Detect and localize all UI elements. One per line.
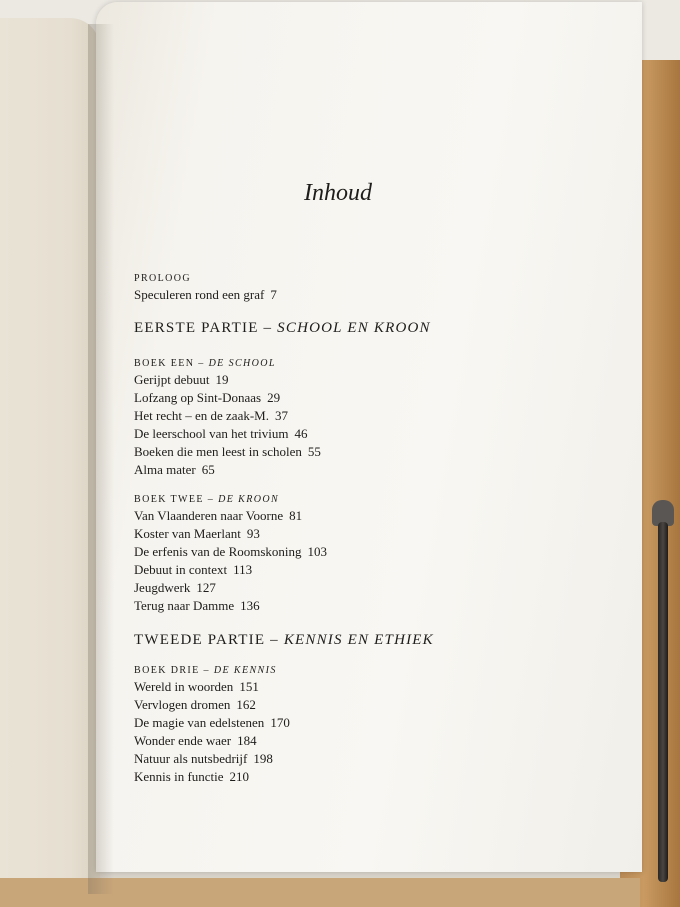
- toc-entry: [134, 525, 327, 543]
- entry-page: 29: [267, 390, 281, 405]
- entry-title: De leerschool van het trivium: [134, 426, 289, 441]
- entry-page: 151: [239, 679, 259, 694]
- entry-title: Jeugdwerk: [134, 580, 191, 595]
- book-heading: [134, 358, 321, 369]
- entry-title: De magie van edelstenen: [134, 715, 265, 730]
- part-prefix: EERSTE PARTIE –: [134, 320, 278, 336]
- book-prefix: BOEK DRIE –: [134, 665, 214, 676]
- entry-title: Het recht – en de zaak-M.: [134, 408, 269, 423]
- entry-page: 81: [289, 508, 303, 523]
- part-heading: [134, 320, 431, 337]
- toc-entry: [134, 732, 290, 750]
- part-prefix: TWEEDE PARTIE –: [134, 632, 284, 648]
- toc-entry: [134, 286, 277, 304]
- entry-page: 136: [240, 598, 260, 613]
- entry-page: 37: [275, 408, 288, 423]
- entry-title: Boeken die men leest in scholen: [134, 444, 302, 459]
- toc-entry: [134, 714, 290, 732]
- entry-title: Natuur als nutsbedrijf: [134, 751, 248, 766]
- part-subtitle: SCHOOL EN KROON: [277, 320, 431, 336]
- book-subtitle: DE KROON: [218, 494, 280, 505]
- entry-title: Alma mater: [134, 462, 196, 477]
- entry-page: 7: [270, 287, 277, 302]
- toc-entry: [134, 678, 290, 696]
- entry-page: 65: [201, 462, 215, 477]
- toc-entry: [134, 750, 290, 768]
- book-heading: [134, 494, 327, 505]
- toc-entry: [134, 443, 321, 461]
- entry-page: 184: [237, 733, 257, 748]
- entry-page: 127: [196, 580, 216, 595]
- entry-title: Terug naar Damme: [134, 598, 235, 613]
- prologue-section: [134, 273, 277, 304]
- entry-title: Wereld in woorden: [134, 679, 234, 694]
- toc-entry: [134, 389, 321, 407]
- toc-entry: [134, 507, 327, 525]
- entry-title: Kennis in functie: [134, 769, 224, 784]
- book-prefix: BOEK TWEE –: [134, 494, 219, 505]
- section-label: PROLOOG: [134, 273, 192, 284]
- entry-title: Van Vlaanderen naar Voorne: [134, 508, 284, 523]
- entry-page: 55: [307, 444, 321, 459]
- entry-title: Vervlogen dromen: [134, 697, 231, 712]
- toc-entry: [134, 579, 327, 597]
- toc-entry: [134, 425, 321, 443]
- toc-entry: [134, 407, 321, 425]
- entry-title: Gerijpt debuut: [134, 372, 210, 387]
- book-section: [134, 358, 321, 479]
- book-subtitle: DE SCHOOL: [208, 358, 276, 369]
- toc-entry: [134, 543, 327, 561]
- entry-title: Wonder ende waer: [134, 733, 232, 748]
- page-title: Inhoud: [304, 180, 372, 206]
- toc-entry: [134, 561, 327, 579]
- book-section: [134, 494, 327, 615]
- entry-page: 46: [294, 426, 308, 441]
- entry-page: 93: [246, 526, 260, 541]
- entry-page: 170: [270, 715, 290, 730]
- toc-entry: [134, 461, 321, 479]
- book-subtitle: DE KENNIS: [213, 665, 277, 676]
- book-section: [134, 665, 290, 786]
- entry-page: 162: [236, 697, 256, 712]
- entry-title: Speculeren rond een graf: [134, 287, 265, 302]
- book-prefix: BOEK EEN –: [134, 358, 209, 369]
- toc-entry: [134, 371, 321, 389]
- entry-title: Koster van Maerlant: [134, 526, 241, 541]
- toc-entry: [134, 768, 290, 786]
- entry-page: 113: [233, 562, 253, 577]
- entry-page: 210: [229, 769, 250, 784]
- part-heading: [134, 632, 434, 649]
- part-subtitle: KENNIS EN ETHIEK: [283, 632, 434, 648]
- entry-page: 198: [253, 751, 273, 766]
- entry-title: Debuut in context: [134, 562, 228, 577]
- entry-page: 19: [215, 372, 229, 387]
- toc-entry: [134, 597, 327, 615]
- toc-entry: [134, 696, 290, 714]
- entry-title: Lofzang op Sint-Donaas: [134, 390, 262, 405]
- book-heading: [134, 665, 290, 676]
- entry-page: 103: [307, 544, 328, 559]
- entry-title: De erfenis van de Roomskoning: [134, 544, 302, 559]
